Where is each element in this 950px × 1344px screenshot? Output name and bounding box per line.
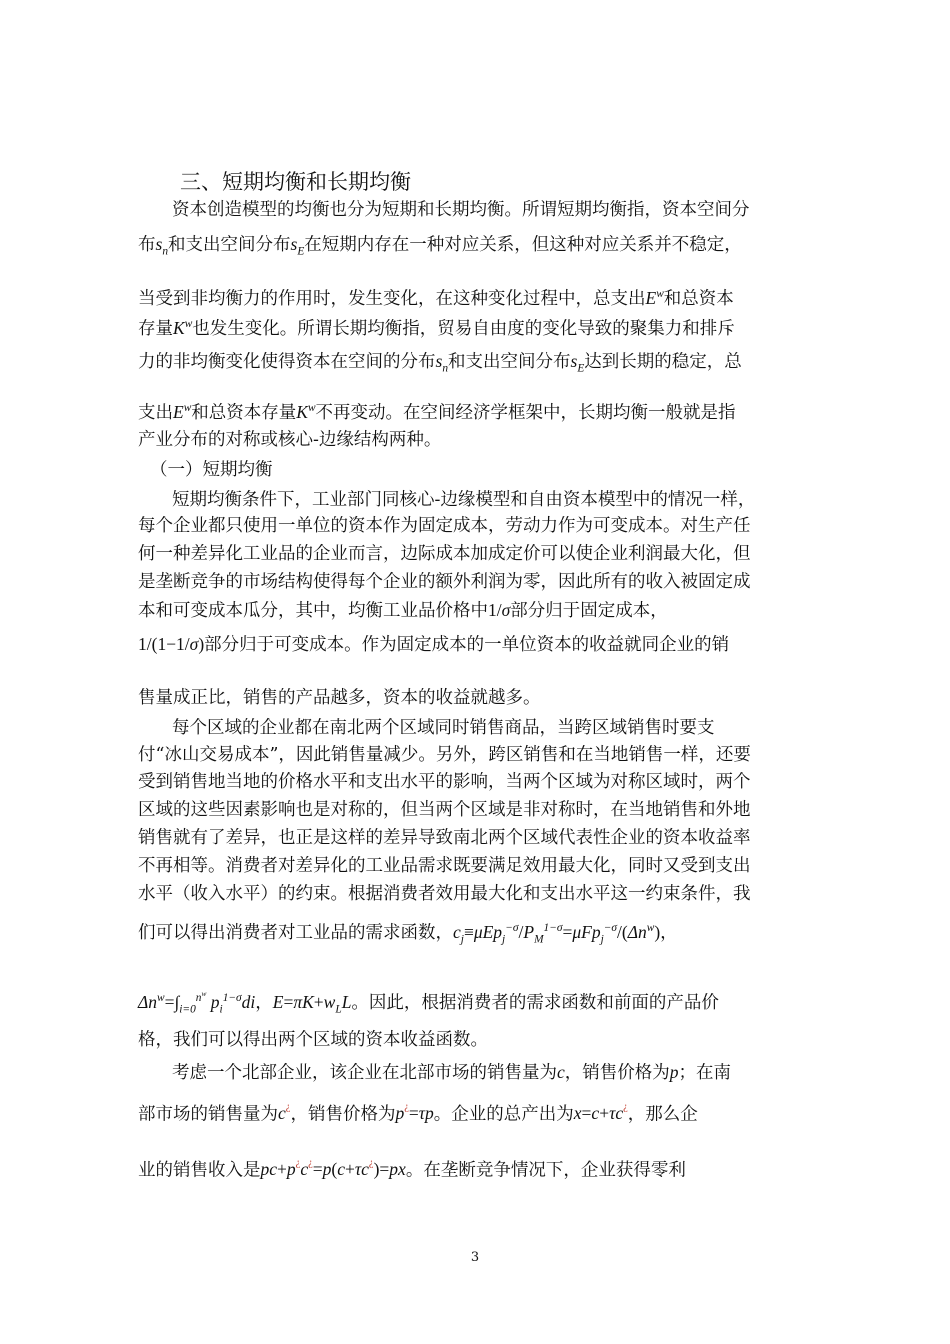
math-se: $s_E$	[290, 234, 305, 257]
math-p-star: p¿=τp	[395, 1102, 434, 1124]
paragraph-line: 售量成正比，销售的产品越多，资本的收益就越多。	[138, 688, 541, 708]
paragraph-line: 1/(1−1/σ)部分归于可变成本。作为固定成本的一单位资本的收益就同企业的销	[138, 634, 730, 655]
math-se: $s_E$	[570, 351, 585, 374]
math-output: x=c+τc¿	[573, 1102, 628, 1124]
math-kw: $K^w$	[296, 402, 316, 422]
math-sn: $s_n$	[155, 234, 168, 257]
paragraph-line: 资本创造模型的均衡也分为短期和长期均衡。所谓短期均衡指，资本空间分	[172, 200, 750, 220]
math-ew: $E^w$	[173, 402, 192, 422]
paragraph-line: 存量$K^w$也发生变化。所谓长期均衡指，贸易自由度的变化导致的聚集力和排斥	[138, 318, 735, 339]
math-p: p	[669, 1062, 679, 1082]
paragraph-line: 区域的这些因素影响也是对称的，但当两个区域是非对称时，在当地销售和外地	[138, 800, 751, 820]
page-number: 3	[470, 1250, 480, 1265]
paragraph-line: 当受到非均衡力的作用时，发生变化，在这种变化过程中，总支出$E^w$和总资本	[138, 288, 734, 309]
section-heading: 三、短期均衡和长期均衡	[180, 170, 411, 194]
paragraph-line: 业的销售收入是pc+p¿c¿=p(c+τc¿)=px。在垄断竞争情况下，企业获得零利	[138, 1158, 686, 1181]
math-expenditure: $E=\pi K+w_LL$	[272, 992, 352, 1016]
paragraph-line: 们可以得出消费者对工业品的需求函数，$c_j\equiv\mu Ep_j^{-\sigma}/P_M^{1-\sigma}=\mu Fp_j^{-\sigma}/(\Delta n^w)$，	[138, 922, 678, 946]
math-one-over-sigma: 1/σ	[488, 600, 511, 620]
math-delta-integral: $\Delta n^w=\int_{i=0}^{n^w}$ $p_i^{1-\sigma}di$	[138, 989, 256, 1016]
paragraph-line: 短期均衡条件下，工业部门同核心-边缘模型和自由资本模型中的情况一样，	[172, 490, 756, 510]
paragraph-line: 不再相等。消费者对差异化的工业品需求既要满足效用最大化，同时又受到支出	[138, 856, 751, 876]
paragraph-line: 何一种差异化工业品的企业而言，边际成本加成定价可以使企业利润最大化，但	[138, 544, 751, 564]
paragraph-line: 本和可变成本瓜分，其中，均衡工业品价格中1/σ部分归于固定成本，	[138, 600, 668, 621]
paragraph-line: $\Delta n^w=\int_{i=0}^{n^w}$ $p_i^{1-\sigma}di$，$E=\pi K+w_LL$。因此，根据消费者的需求函数和前面的产品价	[138, 989, 719, 1016]
paragraph-line: 每个区域的企业都在南北两个区域同时销售商品，当跨区域销售时要支	[172, 718, 715, 738]
paragraph-line: 布$s_n$和支出空间分布$s_E$在短期内存在一种对应关系，但这种对应关系并不稳定，	[138, 234, 742, 257]
math-c: c	[557, 1062, 565, 1082]
subsection-heading: （一）短期均衡	[150, 460, 273, 480]
paragraph-line: 销售就有了差异，也正是这样的差异导致南北两个区域代表性企业的资本收益率	[138, 828, 751, 848]
paragraph-line: 力的非均衡变化使得资本在空间的分布$s_n$和支出空间分布$s_E$达到长期的稳定，总	[138, 351, 742, 374]
paragraph-line: 受到销售地当地的价格水平和支出水平的影响，当两个区域为对称区域时，两个	[138, 772, 751, 792]
paragraph-line: 水平（收入水平）的约束。根据消费者效用最大化和支出水平这一约束条件，我	[138, 884, 751, 904]
paragraph-line: 每个企业都只使用一单位的资本作为固定成本，劳动力作为可变成本。对生产任	[138, 516, 751, 536]
math-ew: $E^w$	[645, 288, 664, 308]
paragraph-line: 支出$E^w$和总资本存量$K^w$不再变动。在空间经济学框架中，长期均衡一般就是指	[138, 402, 736, 423]
math-variable-share: 1/(1−1/σ)	[138, 634, 205, 654]
math-c-star: c¿	[278, 1102, 291, 1124]
paragraph-line: 考虑一个北部企业，该企业在北部市场的销售量为c，销售价格为p；在南	[172, 1062, 732, 1083]
math-sn: $s_n$	[435, 351, 448, 374]
math-revenue: pc+p¿c¿=p(c+τc¿)=px	[260, 1158, 406, 1180]
paragraph-line: 产业分布的对称或核心-边缘结构两种。	[138, 430, 442, 450]
math-demand-function: $c_j\equiv\mu Ep_j^{-\sigma}/P_M^{1-\sigma}=\mu Fp_j^{-\sigma}/(\Delta n^w)$	[453, 922, 661, 946]
math-kw: $K^w$	[173, 318, 193, 338]
paragraph-line: 付“冰山交易成本”，因此销售量减少。另外，跨区销售和在当地销售一样，还要	[138, 745, 751, 765]
paragraph-line: 格，我们可以得出两个区域的资本收益函数。	[138, 1030, 488, 1050]
paragraph-line: 部市场的销售量为c¿，销售价格为p¿=τp。企业的总产出为x=c+τc¿，那么企	[138, 1102, 698, 1125]
paragraph-line: 是垄断竞争的市场结构使得每个企业的额外利润为零，因此所有的收入被固定成	[138, 572, 751, 592]
